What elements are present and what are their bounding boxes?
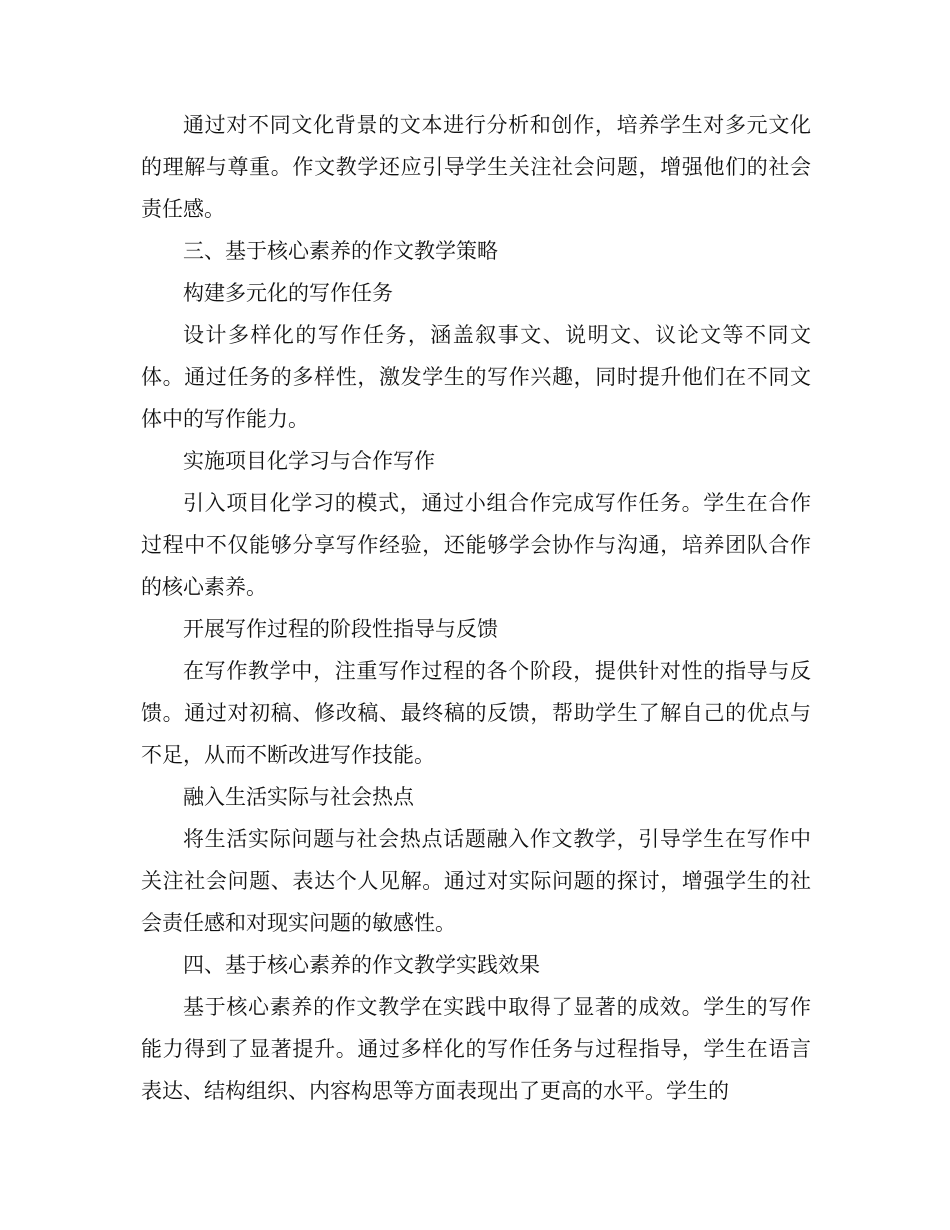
paragraph-social-topics: 将生活实际问题与社会热点话题融入作文教学，引导学生在写作中关注社会问题、表达个人见解。通过对实际问题的探讨，增强学生的社会责任感和对现实问题的敏感性。 (141, 827, 811, 935)
subheading-project-learning: 实施项目化学习与合作写作 (183, 449, 435, 473)
subheading-social-topics: 融入生活实际与社会热点 (183, 785, 414, 809)
subheading-staged-guidance: 开展写作过程的阶段性指导与反馈 (183, 617, 498, 641)
paragraph-effects: 基于核心素养的作文教学在实践中取得了显著的成效。学生的写作能力得到了显著提升。通过多样化的写作任务与过程指导，学生在语言表达、结构组织、内容构思等方面表现出了更高的水平。学生的 (141, 995, 811, 1103)
paragraph-project-learning: 引入项目化学习的模式，通过小组合作完成写作任务。学生在合作过程中不仅能够分享写作经验，还能够学会协作与沟通，培养团队合作的核心素养。 (141, 491, 811, 599)
paragraph-multicultural: 通过对不同文化背景的文本进行分析和创作，培养学生对多元文化的理解与尊重。作文教学还应引导学生关注社会问题，增强他们的社会责任感。 (141, 113, 811, 221)
section-heading-effects: 四、基于核心素养的作文教学实践效果 (183, 953, 540, 977)
subheading-diverse-tasks: 构建多元化的写作任务 (183, 281, 393, 305)
document-body (141, 104, 811, 1112)
paragraph-diverse-tasks: 设计多样化的写作任务，涵盖叙事文、说明文、议论文等不同文体。通过任务的多样性，激发学生的写作兴趣，同时提升他们在不同文体中的写作能力。 (141, 323, 811, 431)
section-heading-strategies: 三、基于核心素养的作文教学策略 (183, 239, 498, 263)
paragraph-staged-guidance: 在写作教学中，注重写作过程的各个阶段，提供针对性的指导与反馈。通过对初稿、修改稿、最终稿的反馈，帮助学生了解自己的优点与不足，从而不断改进写作技能。 (141, 659, 811, 767)
